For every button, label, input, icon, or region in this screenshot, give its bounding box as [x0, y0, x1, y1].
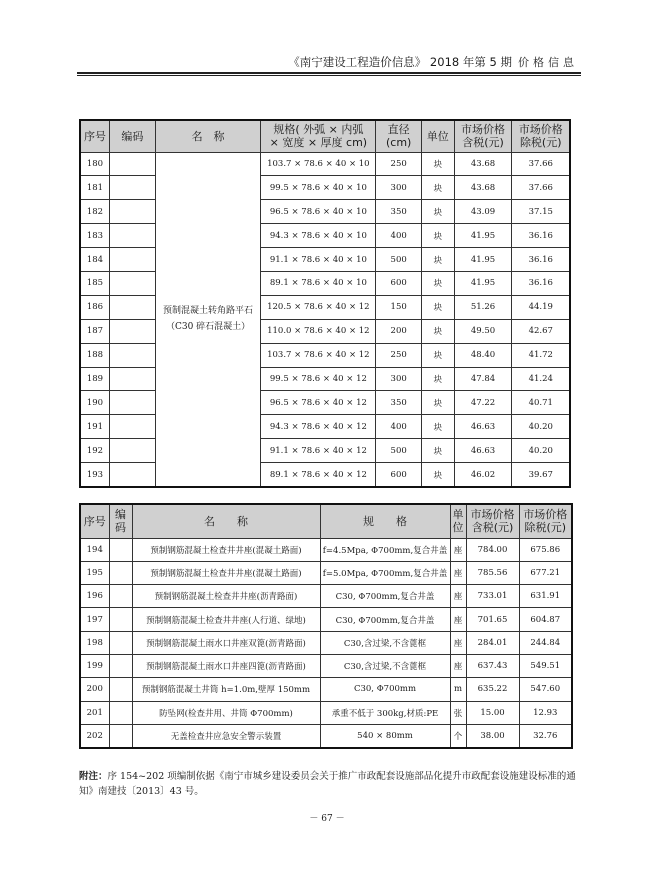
row-code [109, 248, 155, 272]
row-unit: 座 [450, 538, 466, 561]
row-code [109, 152, 155, 176]
row-number: 192 [80, 439, 109, 463]
row-diameter: 300 [376, 176, 422, 200]
row-price-tax: 46.63 [454, 415, 512, 439]
row-unit: 块 [422, 343, 455, 367]
row-code [109, 678, 132, 701]
row-code [109, 701, 132, 724]
group-name: 预制混凝土转角路平石（C30 碎石混凝土） [155, 152, 261, 487]
p1b-line-1: 市场价格 [470, 508, 515, 522]
page-number: － 67 － [309, 814, 345, 824]
row-spec: C30, Φ700mm,复合井盖 [320, 585, 450, 608]
row-price-notax: 604.87 [519, 608, 572, 631]
row-number: 180 [80, 152, 109, 176]
row-price-notax: 40.71 [512, 391, 570, 415]
table-row [80, 463, 570, 487]
row-code [109, 271, 155, 295]
row-diameter: 150 [376, 295, 422, 319]
row-number: 185 [80, 271, 109, 295]
row-number: 195 [80, 561, 109, 584]
row-diameter: 400 [376, 224, 422, 248]
row-number: 197 [80, 608, 109, 631]
row-spec: C30, Φ700mm [320, 678, 450, 701]
row-price-notax: 42.67 [512, 319, 570, 343]
row-number: 201 [80, 701, 109, 724]
row-price-tax: 284.01 [466, 631, 519, 654]
row-price-notax: 36.16 [512, 271, 570, 295]
row-price-tax: 41.95 [454, 271, 512, 295]
col-header-price-tax-2 [466, 504, 519, 538]
row-code [109, 463, 155, 487]
row-price-tax: 733.01 [466, 585, 519, 608]
row-number: 181 [80, 176, 109, 200]
col-header-name-2: 名 称 [132, 504, 320, 538]
row-diameter: 600 [376, 271, 422, 295]
row-spec: f=5.0Mpa, Φ700mm,复合井盖 [320, 561, 450, 584]
row-number: 188 [80, 343, 109, 367]
journal-title: 《南宁建设工程造价信息》 2018 年第 5 期 [288, 55, 512, 69]
row-diameter: 200 [376, 319, 422, 343]
row-diameter: 350 [376, 391, 422, 415]
row-price-tax: 41.95 [454, 224, 512, 248]
row-diameter: 600 [376, 463, 422, 487]
row-price-notax: 547.60 [519, 678, 572, 701]
footnote-text: 序 154~202 项编制依据《南宁市城乡建设委员会关于推广市政配套设施部品化提升市政配套设施建设标准的通知》南建技〔2013〕43 号。 [79, 771, 576, 797]
spec-line-1: 规格( 外弧 × 内弧 [273, 123, 364, 137]
row-code [109, 439, 155, 463]
header-rule [77, 72, 581, 74]
table-row [80, 271, 570, 295]
row-price-tax: 46.63 [454, 439, 512, 463]
row-diameter: 250 [376, 343, 422, 367]
row-price-notax: 44.19 [512, 295, 570, 319]
row-price-notax: 40.20 [512, 439, 570, 463]
unit-line-2: 位 [452, 521, 464, 535]
row-price-tax: 785.56 [466, 561, 519, 584]
row-unit: 块 [422, 319, 455, 343]
row-spec: 120.5 × 78.6 × 40 × 12 [261, 295, 376, 319]
row-name: 预制钢筋混凝土井筒 h=1.0m,壁厚 150mm [132, 678, 320, 701]
row-spec: 91.1 × 78.6 × 40 × 12 [261, 439, 376, 463]
table2-body [80, 538, 572, 748]
row-diameter: 500 [376, 439, 422, 463]
header-rule-thin [77, 75, 581, 76]
row-diameter: 350 [376, 200, 422, 224]
row-name: 预制钢筋混凝土雨水口井座四篦(沥青路面) [132, 654, 320, 677]
table-row [80, 538, 572, 561]
table-row [80, 152, 570, 176]
row-unit: 块 [422, 176, 455, 200]
dia-line-1: 直径 [387, 123, 410, 137]
row-price-tax: 784.00 [466, 538, 519, 561]
row-price-notax: 244.84 [519, 631, 572, 654]
p2b-line-2: 除税(元) [524, 521, 567, 535]
row-unit: 张 [450, 701, 466, 724]
row-price-tax: 637.43 [466, 654, 519, 677]
row-unit: 个 [450, 724, 466, 748]
row-number: 194 [80, 538, 109, 561]
row-code [109, 561, 132, 584]
row-unit: 块 [422, 415, 455, 439]
row-price-tax: 51.26 [454, 295, 512, 319]
row-number: 193 [80, 463, 109, 487]
p2-line-1: 市场价格 [518, 123, 563, 137]
table-row [80, 248, 570, 272]
row-diameter: 300 [376, 367, 422, 391]
row-unit: 块 [422, 295, 455, 319]
row-price-tax: 43.09 [454, 200, 512, 224]
footnote-label: 附注： [79, 771, 108, 782]
row-code [109, 724, 132, 748]
price-table-2 [79, 503, 573, 749]
section-title: 价格信息 [518, 56, 578, 69]
col-header-name: 名 称 [155, 120, 261, 152]
row-code [109, 224, 155, 248]
row-spec: 540 × 80mm [320, 724, 450, 748]
row-price-tax: 49.50 [454, 319, 512, 343]
row-spec: 96.5 × 78.6 × 40 × 12 [261, 391, 376, 415]
row-spec: 承重不低于 300kg,材质:PE [320, 701, 450, 724]
row-unit: 座 [450, 608, 466, 631]
row-unit: 块 [422, 200, 455, 224]
table-row [80, 391, 570, 415]
row-spec: f=4.5Mpa, Φ700mm,复合井盖 [320, 538, 450, 561]
row-unit: 座 [450, 561, 466, 584]
row-diameter: 500 [376, 248, 422, 272]
row-name: 预制钢筋混凝土检查井井座(混凝土路面) [132, 561, 320, 584]
table-row [80, 631, 572, 654]
row-code [109, 295, 155, 319]
row-price-notax: 40.20 [512, 415, 570, 439]
row-price-tax: 701.65 [466, 608, 519, 631]
row-name: 预制钢筋混凝土检查井井座(混凝土路面) [132, 538, 320, 561]
row-spec: 94.3 × 78.6 × 40 × 10 [261, 224, 376, 248]
row-spec: 89.1 × 78.6 × 40 × 12 [261, 463, 376, 487]
row-diameter: 400 [376, 415, 422, 439]
dia-line-2: (cm) [385, 136, 412, 150]
row-code [109, 367, 155, 391]
col-header-unit-2 [450, 504, 466, 538]
table-row [80, 439, 570, 463]
row-price-notax: 631.91 [519, 585, 572, 608]
row-unit: 座 [450, 654, 466, 677]
code-line-1: 编 [115, 508, 126, 522]
row-price-notax: 32.76 [519, 724, 572, 748]
table-row [80, 585, 572, 608]
table-row [80, 319, 570, 343]
row-price-tax: 15.00 [466, 701, 519, 724]
row-code [109, 585, 132, 608]
row-price-notax: 37.15 [512, 200, 570, 224]
row-spec: C30,含过梁,不含蓖框 [320, 654, 450, 677]
row-spec: 99.5 × 78.6 × 40 × 12 [261, 367, 376, 391]
p1-line-1: 市场价格 [461, 123, 506, 137]
row-unit: m [450, 678, 466, 701]
footnote [79, 769, 579, 799]
row-price-tax: 38.00 [466, 724, 519, 748]
row-code [109, 200, 155, 224]
spec-line-2: × 宽度 × 厚度 cm) [269, 136, 368, 150]
row-unit: 块 [422, 248, 455, 272]
table-row [80, 200, 570, 224]
row-price-tax: 46.02 [454, 463, 512, 487]
row-unit: 块 [422, 271, 455, 295]
row-code [109, 415, 155, 439]
row-spec: C30,含过梁,不含蓖框 [320, 631, 450, 654]
row-price-tax: 43.68 [454, 152, 512, 176]
col-header-spec-2: 规 格 [320, 504, 450, 538]
col-header-spec [261, 120, 376, 152]
row-number: 196 [80, 585, 109, 608]
col-header-price-notax-2 [519, 504, 572, 538]
table-row [80, 608, 572, 631]
row-code [109, 608, 132, 631]
row-unit: 块 [422, 224, 455, 248]
row-price-notax: 36.16 [512, 248, 570, 272]
row-price-notax: 41.24 [512, 367, 570, 391]
row-code [109, 176, 155, 200]
row-number: 200 [80, 678, 109, 701]
row-number: 182 [80, 200, 109, 224]
price-table-1 [79, 119, 571, 488]
row-number: 186 [80, 295, 109, 319]
row-number: 183 [80, 224, 109, 248]
row-diameter: 250 [376, 152, 422, 176]
row-price-notax: 39.67 [512, 463, 570, 487]
page-header [268, 54, 578, 70]
row-price-notax: 549.51 [519, 654, 572, 677]
table-row [80, 654, 572, 677]
col-header-no-2: 序号 [80, 504, 109, 538]
table-row [80, 701, 572, 724]
row-spec: 110.0 × 78.6 × 40 × 12 [261, 319, 376, 343]
table-row [80, 224, 570, 248]
row-number: 198 [80, 631, 109, 654]
row-price-tax: 41.95 [454, 248, 512, 272]
row-code [109, 319, 155, 343]
row-name: 预制钢筋混凝土雨水口井座双篦(沥青路面) [132, 631, 320, 654]
row-code [109, 391, 155, 415]
row-name: 预制钢筋混凝土检查井井座(沥青路面) [132, 585, 320, 608]
row-price-notax: 37.66 [512, 176, 570, 200]
row-number: 184 [80, 248, 109, 272]
row-name: 预制钢筋混凝土检查井井座(人行道、绿地) [132, 608, 320, 631]
table-row [80, 678, 572, 701]
col-header-unit: 单位 [422, 120, 455, 152]
col-header-no: 序号 [80, 120, 109, 152]
row-number: 202 [80, 724, 109, 748]
row-number: 187 [80, 319, 109, 343]
code-line-2: 码 [115, 521, 126, 535]
col-header-price-tax [454, 120, 512, 152]
row-number: 189 [80, 367, 109, 391]
row-price-notax: 675.86 [519, 538, 572, 561]
row-number: 191 [80, 415, 109, 439]
table-row [80, 176, 570, 200]
col-header-diameter [376, 120, 422, 152]
row-code [109, 631, 132, 654]
table1-body [80, 152, 570, 487]
row-price-notax: 677.21 [519, 561, 572, 584]
col-header-code-2 [109, 504, 132, 538]
row-price-tax: 635.22 [466, 678, 519, 701]
row-price-tax: 47.22 [454, 391, 512, 415]
row-unit: 座 [450, 631, 466, 654]
unit-line-1: 单 [452, 508, 464, 522]
row-spec: C30, Φ700mm,复合井盖 [320, 608, 450, 631]
row-name: 防坠网(检查井用、井筒 Φ700mm) [132, 701, 320, 724]
row-unit: 块 [422, 463, 455, 487]
row-unit: 块 [422, 152, 455, 176]
p1b-line-2: 含税(元) [471, 521, 514, 535]
row-price-tax: 43.68 [454, 176, 512, 200]
row-spec: 96.5 × 78.6 × 40 × 10 [261, 200, 376, 224]
table-row [80, 367, 570, 391]
row-code [109, 654, 132, 677]
row-price-notax: 41.72 [512, 343, 570, 367]
row-number: 190 [80, 391, 109, 415]
row-price-notax: 36.16 [512, 224, 570, 248]
col-header-price-notax [512, 120, 570, 152]
row-code [109, 343, 155, 367]
row-name: 无盖检查井应急安全警示装置 [132, 724, 320, 748]
row-unit: 块 [422, 439, 455, 463]
row-number: 199 [80, 654, 109, 677]
row-unit: 座 [450, 585, 466, 608]
row-spec: 103.7 × 78.6 × 40 × 10 [261, 152, 376, 176]
row-price-notax: 12.93 [519, 701, 572, 724]
row-price-tax: 47.84 [454, 367, 512, 391]
p2-line-2: 除税(元) [519, 136, 562, 150]
row-unit: 块 [422, 391, 455, 415]
row-spec: 99.5 × 78.6 × 40 × 10 [261, 176, 376, 200]
table-row [80, 343, 570, 367]
table-row [80, 724, 572, 748]
row-spec: 103.7 × 78.6 × 40 × 12 [261, 343, 376, 367]
row-spec: 89.1 × 78.6 × 40 × 10 [261, 271, 376, 295]
row-spec: 91.1 × 78.6 × 40 × 10 [261, 248, 376, 272]
row-code [109, 538, 132, 561]
p1-line-2: 含税(元) [462, 136, 504, 150]
row-price-tax: 48.40 [454, 343, 512, 367]
table-row [80, 561, 572, 584]
row-spec: 94.3 × 78.6 × 40 × 12 [261, 415, 376, 439]
col-header-code: 编码 [109, 120, 155, 152]
p2b-line-1: 市场价格 [523, 508, 568, 522]
table-row [80, 295, 570, 319]
row-price-notax: 37.66 [512, 152, 570, 176]
row-unit: 块 [422, 367, 455, 391]
table-row [80, 415, 570, 439]
